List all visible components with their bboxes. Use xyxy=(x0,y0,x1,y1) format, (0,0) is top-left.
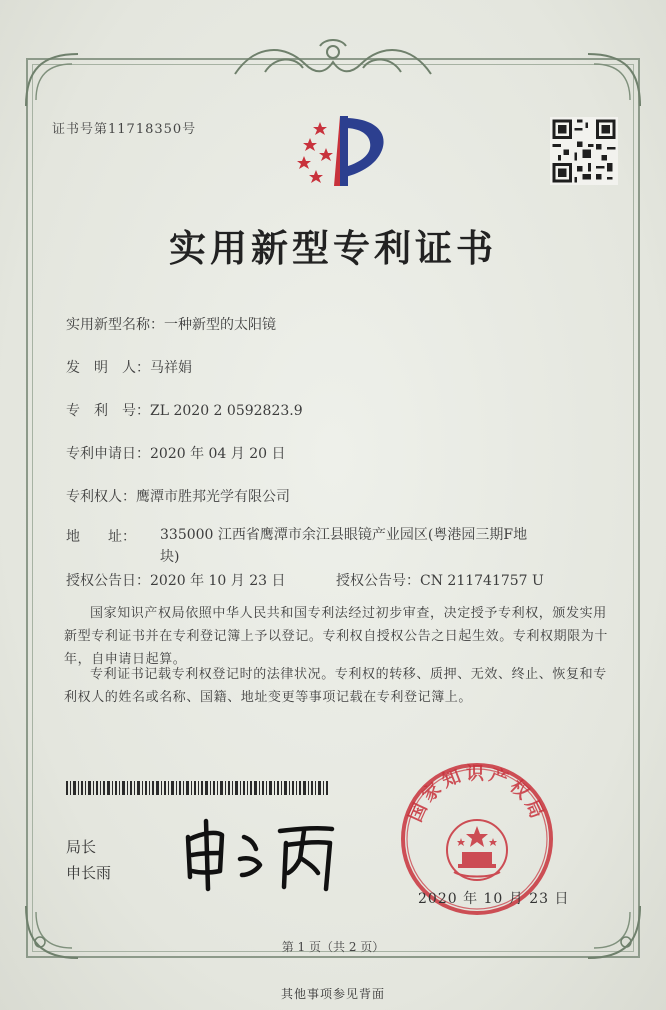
field-label: 授权公告号： xyxy=(336,573,420,589)
field-address xyxy=(66,526,136,546)
certificate-number: 证书号第11718350号 xyxy=(52,122,197,137)
field-value: 马祥娟 xyxy=(150,360,192,376)
field-value: 2020 年 10 月 23 日 xyxy=(150,573,286,589)
director-title: 局长 xyxy=(66,838,97,856)
seal-text: 国家知识产权局 xyxy=(405,763,549,826)
seal-date: 2020 年 10 月 23 日 xyxy=(418,891,570,907)
field-filing-date xyxy=(66,443,286,463)
field-label: 发 明 人： xyxy=(66,360,150,376)
barcode-icon xyxy=(66,781,328,795)
field-label: 专利权人： xyxy=(66,489,136,505)
certificate-title: 实用新型专利证书 xyxy=(169,226,497,270)
paragraph-legal-status: 专利证书记载专利权登记时的法律状况。专利权的转移、质押、无效、终止、恢复和专利权人的姓名或名称、国籍、地址变更等事项记载在专利登记簿上。 xyxy=(64,667,607,705)
field-label: 专 利 号： xyxy=(66,403,150,419)
field-label: 专利申请日： xyxy=(66,446,150,462)
field-label: 地 址： xyxy=(66,529,136,545)
field-value: 一种新型的太阳镜 xyxy=(164,317,276,333)
qr-code-icon xyxy=(550,117,618,185)
page-number: 第 1 页（共 2 页） xyxy=(281,940,385,954)
field-value: 鹰潭市胜邦光学有限公司 xyxy=(136,489,290,505)
field-utility-model-name xyxy=(66,314,276,334)
svg-text:国家知识产权局 xyxy=(405,762,549,825)
top-ornament xyxy=(225,34,441,82)
footer-note: 其他事项参见背面 xyxy=(280,987,385,1001)
paragraph-grant-statement: 国家知识产权局依照中华人民共和国专利法经过初步审查，决定授予专利权，颁发实用新型专利证书并在专利登记簿上予以登记。专利权自授权公告之日起生效。专利权期限为十年，自申请日起算。 xyxy=(64,606,609,667)
corner-ornament-top-left xyxy=(22,50,82,110)
field-value: CN 211741757 U xyxy=(420,573,544,589)
field-inventor xyxy=(66,357,192,377)
field-grant-number xyxy=(336,570,544,590)
field-patent-number xyxy=(66,400,303,420)
field-label: 实用新型名称： xyxy=(66,317,164,333)
cnipa-logo-icon xyxy=(282,108,390,194)
handwritten-signature xyxy=(180,815,340,895)
field-grant-date xyxy=(66,570,286,590)
field-value: 2020 年 04 月 20 日 xyxy=(150,446,286,462)
corner-ornament-top-right xyxy=(584,50,644,110)
field-value: ZL 2020 2 0592823.9 xyxy=(150,403,303,419)
field-patentee xyxy=(66,486,290,506)
director-name: 申长雨 xyxy=(66,864,112,882)
field-label: 授权公告日： xyxy=(66,573,150,589)
address-value: 335000 江西省鹰潭市余江县眼镜产业园区(粤港园三期F地块) xyxy=(160,527,528,565)
